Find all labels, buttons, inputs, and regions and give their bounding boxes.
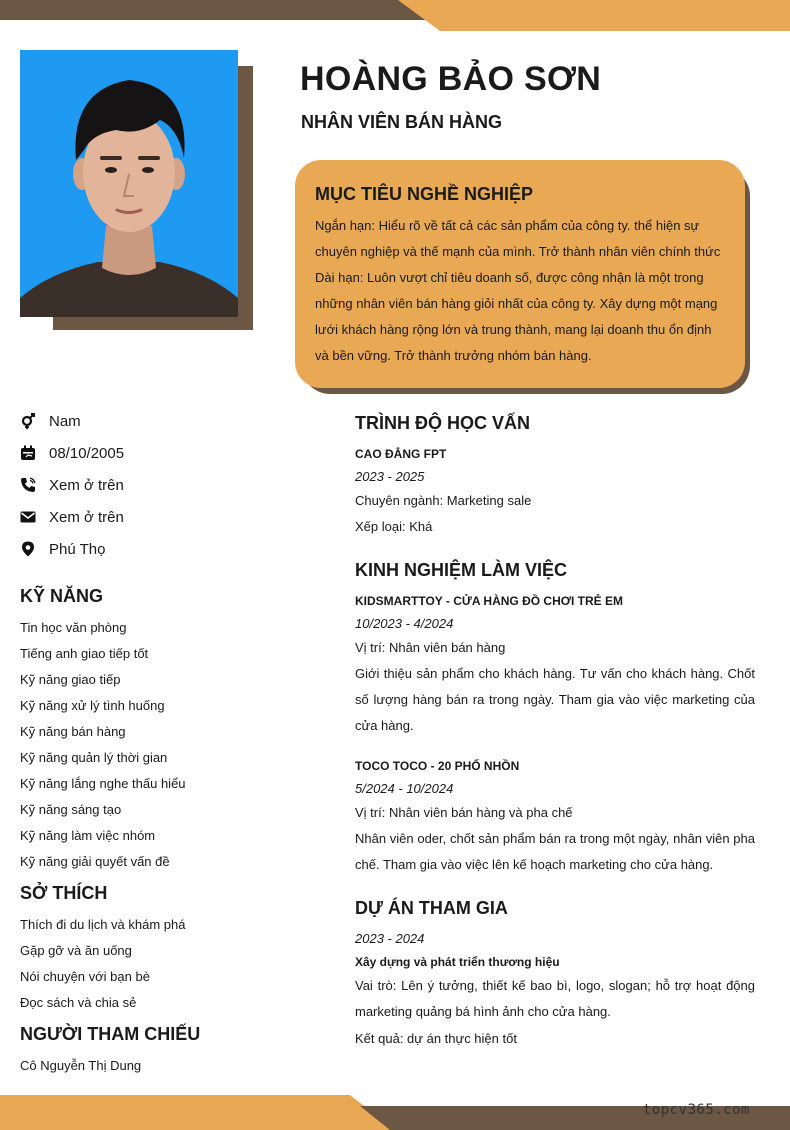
- info-birthdate: [20, 443, 124, 463]
- job-position: Vị trí: Nhân viên bán hàng và pha chế: [355, 805, 573, 820]
- location-icon: [20, 541, 36, 557]
- skill-item: Kỹ năng xử lý tình huống: [20, 698, 165, 713]
- bottom-band-orange: [0, 1095, 395, 1130]
- gender-value: Nam: [49, 412, 81, 430]
- skill-item: Kỹ năng lắng nghe thấu hiểu: [20, 776, 186, 791]
- gender-icon: [20, 413, 36, 429]
- footer-brand: topcv365.com: [642, 1102, 750, 1118]
- phone-value: Xem ở trên: [49, 476, 124, 494]
- email-value: Xem ở trên: [49, 508, 124, 526]
- skill-item: Kỹ năng giải quyết vấn đề: [20, 854, 170, 869]
- skill-item: Kỹ năng bán hàng: [20, 724, 126, 739]
- education-title: TRÌNH ĐỘ HỌC VẤN: [355, 413, 530, 433]
- job-company: TOCO TOCO - 20 PHỐ NHỒN: [355, 759, 520, 773]
- calendar-icon: [20, 445, 36, 461]
- job-company: KIDSMARTTOY - CỬA HÀNG ĐỒ CHƠI TRẺ EM: [355, 594, 623, 608]
- education-school: CAO ĐẲNG FPT: [355, 447, 447, 461]
- reference-item: Cô Nguyễn Thị Dung: [20, 1058, 142, 1073]
- location-value: Phú Thọ: [49, 540, 106, 558]
- skills-title: KỸ NĂNG: [20, 586, 104, 606]
- education-period: 2023 - 2025: [355, 469, 425, 484]
- top-band-orange: [398, 0, 790, 31]
- objective-text: Ngắn hạn: Hiểu rõ về tất cả các sản phẩm của công ty. thể hiện sự chuyên nghiệp và thế mạnh của mình. Trở thành nhân viên chính thức Dài hạn: Luôn vượt chỉ tiêu doanh số, được công nhận là một trong những nhân viên bán hàng giỏi nhất của công ty. Xây dựng một mạng lưới khách hàng rộng lớn và trung thành, mang lại doanh thu ổn định và bền vững. Trở thành trưởng nhóm bán hàng.: [315, 218, 721, 363]
- info-location: [20, 539, 105, 559]
- birthdate-value: 08/10/2005: [49, 444, 125, 462]
- references-title: NGƯỜI THAM CHIẾU: [20, 1024, 201, 1044]
- hobby-item: Nói chuyện với bạn bè: [20, 969, 150, 984]
- objective-box: [295, 160, 745, 388]
- projects-title: DỰ ÁN THAM GIA: [355, 898, 508, 918]
- email-icon: [20, 509, 36, 525]
- info-email: [20, 507, 124, 527]
- objective-title: MỤC TIÊU NGHỀ NGHIỆP: [315, 184, 534, 204]
- hobby-item: Gặp gỡ và ăn uống: [20, 943, 132, 958]
- education-grade: Xếp loại: Khá: [355, 519, 433, 534]
- info-phone: [20, 475, 124, 495]
- hobby-item: Thích đi du lịch và khám phá: [20, 917, 186, 932]
- job-title: NHÂN VIÊN BÁN HÀNG: [301, 112, 503, 132]
- project-role: Vai trò: Lên ý tưởng, thiết kế bao bì, logo, slogan; hỗ trợ hoạt động marketing quảng bá hình ảnh cho cửa hàng.: [355, 978, 755, 1019]
- job-period: 5/2024 - 10/2024: [355, 781, 454, 796]
- experience-title: KINH NGHIỆM LÀM VIỆC: [355, 560, 568, 580]
- skill-item: Kỹ năng làm việc nhóm: [20, 828, 156, 843]
- hobby-item: Đọc sách và chia sẻ: [20, 995, 137, 1010]
- skill-item: Kỹ năng sáng tạo: [20, 802, 122, 817]
- project-name: Xây dựng và phát triển thương hiệu: [355, 955, 560, 969]
- education-major: Chuyên ngành: Marketing sale: [355, 493, 532, 508]
- skill-item: Kỹ năng giao tiếp: [20, 672, 121, 687]
- profile-photo: [20, 50, 238, 317]
- phone-icon: [20, 477, 36, 493]
- job-position: Vị trí: Nhân viên bán hàng: [355, 640, 506, 655]
- job-period: 10/2023 - 4/2024: [355, 616, 454, 631]
- job-description: Giới thiệu sản phẩm cho khách hàng. Tư vấn cho khách hàng. Chốt số lượng hàng bán ra trong ngày. Tham gia vào việc marketing của cửa hàng.: [355, 666, 755, 733]
- candidate-name: HOÀNG BẢO SƠN: [300, 60, 602, 98]
- info-gender: [20, 411, 81, 431]
- skill-item: Tiếng anh giao tiếp tốt: [20, 646, 149, 661]
- top-band-brown: [0, 0, 440, 20]
- skill-item: Kỹ năng quản lý thời gian: [20, 750, 168, 765]
- project-period: 2023 - 2024: [355, 931, 425, 946]
- job-description: Nhân viên oder, chốt sản phẩm bán ra trong một ngày, nhân viên pha chế. Tham gia vào việc lên kế hoạch marketing cho cửa hàng.: [355, 831, 755, 872]
- project-result: Kết quả: dự án thực hiện tốt: [355, 1031, 517, 1046]
- hobbies-title: SỞ THÍCH: [20, 883, 108, 903]
- skill-item: Tin học văn phòng: [20, 620, 127, 635]
